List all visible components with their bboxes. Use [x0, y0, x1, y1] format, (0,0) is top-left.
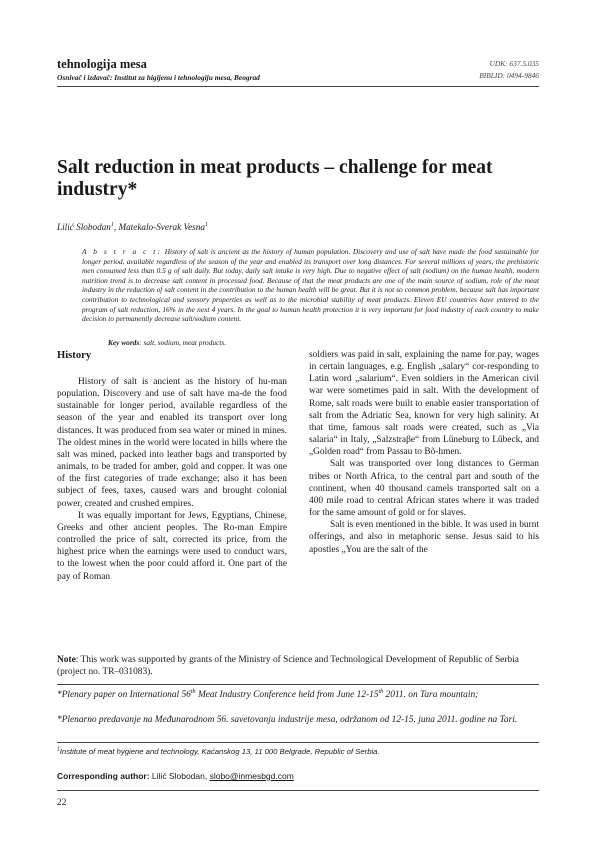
udk-code: UDK: 637.5.035 — [489, 59, 539, 68]
paragraph: It was equally important for Jews, Egyptians, Chinese, Greeks and other ancient peoples. The Ro-man Empire controlled the price of salt, corrected its price, from the highest price when the earnings were used to conduct wars, to the lowest when the poor could afford it. One part of the pay of Roman — [57, 510, 287, 582]
abstract-text: History of salt is ancient as the history of human population. Discovery and use of salt have made the food sustainable for longer period, available regardless of the season of the year and enabled its transport over long distances. For several millions of years, the prehistoric men consumed less than 0.5 g of salt daily. But today, daily salt intake is very high. Due to negative effect of salt (sodium) on the human health, modern nutrition trend is to decrease salt content in processed food. Because of that the meat products are one of the main source of sodium, role of the meat industry in the reduction of salt content in the contribution to the human health will be great. But it is not so common problem, because salt has important contribution to technological and sensory properties as well as to the microbial stability of meat products. Eleven EU countries have entered to the program of salt reduction, 16% in the next 4 years. In the goal to human health protection it is very important for food industry of each country to make decision to permanently decrease salt/sodium content. — [82, 247, 539, 324]
paragraph: soldiers was paid in salt, explaining the name for pay, wages in certain languages, e.g. English „salary“ cor-responding to Latin word „salarium“. Even soldiers in the American civil war were sometimes paid in salt. With the development of Rome, salt roads were built to enable easier transportation of salt from the Adriatic Sea, known for very high salinity. At that time, famous salt roads were created, such as „Via salaria“ in Italy, „Salzstraβe“ from Lűneburg to Lűbeck, and „Golden road“ from Passau to Bõ-hmen. — [309, 350, 539, 458]
header-divider — [57, 86, 539, 87]
body-column-left — [57, 376, 287, 583]
body-column-right — [309, 349, 539, 556]
keywords — [108, 338, 226, 347]
author-2: , Matekalo-Sverak Vesna — [113, 222, 205, 232]
paragraph: Salt is even mentioned in the bible. It was used in burnt offerings, and also in metaphoric sense. Jesus said to his apostles „You are the salt of the — [309, 520, 539, 555]
author-list — [57, 222, 208, 232]
funding-note — [57, 654, 539, 678]
section-heading-history: History — [57, 350, 92, 361]
page-number: 22 — [57, 798, 67, 808]
author-1: Lilić Slobodan — [57, 222, 111, 232]
note-label: Note — [57, 655, 76, 665]
journal-name: tehnologija mesa — [57, 57, 147, 71]
biblid-code: BIBLID: 0494-9846 — [479, 71, 539, 80]
publisher-line: Osnivač i izdavač: Institut za higijenu i tehnologiju mesa, Beograd — [57, 73, 260, 82]
paragraph: History of salt is ancient as the history of hu-man population. Discovery and use of salt have ma-de the food sustainable for longer period, available regardless of the season of the year and enabled its transport over long distances. It was produced from sea water or mined in mines. The oldest mines in the world were located in hills where the salt was mined, packed into leather bags and transported by animals, to be traded for amber, gold and copper. It was one of the first categories of trade exchange; also it has been subject of fees, taxes, caused wars and brought colonial power, created and crushed empires. — [57, 377, 287, 509]
plenary-note-english: *Plenary paper on International 56th Meat Industry Conference held from June 12-15th 2011. on Tara mountain; — [57, 688, 479, 700]
affiliation-divider — [57, 742, 539, 743]
paragraph: Salt was transported over long distances to German tribes or North Africa, to the central part and south of the continent, when 40 thousand camels transported salt on a 400 mile road to central African states where it was traded for the same amount of gold or for slaves. — [309, 459, 539, 519]
note-text: : This work was supported by grants of the Ministry of Science and Technological Development of Republic of Serbia (project no. TR–031083). — [57, 655, 519, 678]
institution-affiliation: $^1$Institute of meat hygiene and technology, Kaćanskog 13, 11 000 Belgrade, Republic of Serbia. — [57, 746, 380, 756]
abstract — [82, 247, 539, 324]
article-title: Salt reduction in meat products – challenge for meat industry* — [57, 157, 493, 200]
corresponding-label: Corresponding author: — [57, 771, 150, 781]
plenary-note-serbian: *Plenarno predavanje na Međunarodnom 56. savetovanju industrije mesa, održanom od 12-15. juna 2011. godine na Tari. — [57, 715, 518, 725]
keywords-label: Key words — [108, 338, 140, 347]
corresponding-email-link[interactable]: slobo@inmesbgd.com — [209, 771, 294, 781]
page-footer-divider — [57, 790, 539, 791]
author-1-affiliation: 1 — [110, 221, 114, 228]
abstract-label: A b s t r a c t: — [82, 247, 163, 256]
corresponding-name: Lilić Slobodan, — [149, 771, 210, 781]
corresponding-author — [57, 771, 294, 781]
keywords-text: : salt, sodium, meat products. — [139, 338, 227, 347]
footnote-divider — [57, 684, 539, 685]
author-2-affiliation: 1 — [204, 221, 208, 228]
